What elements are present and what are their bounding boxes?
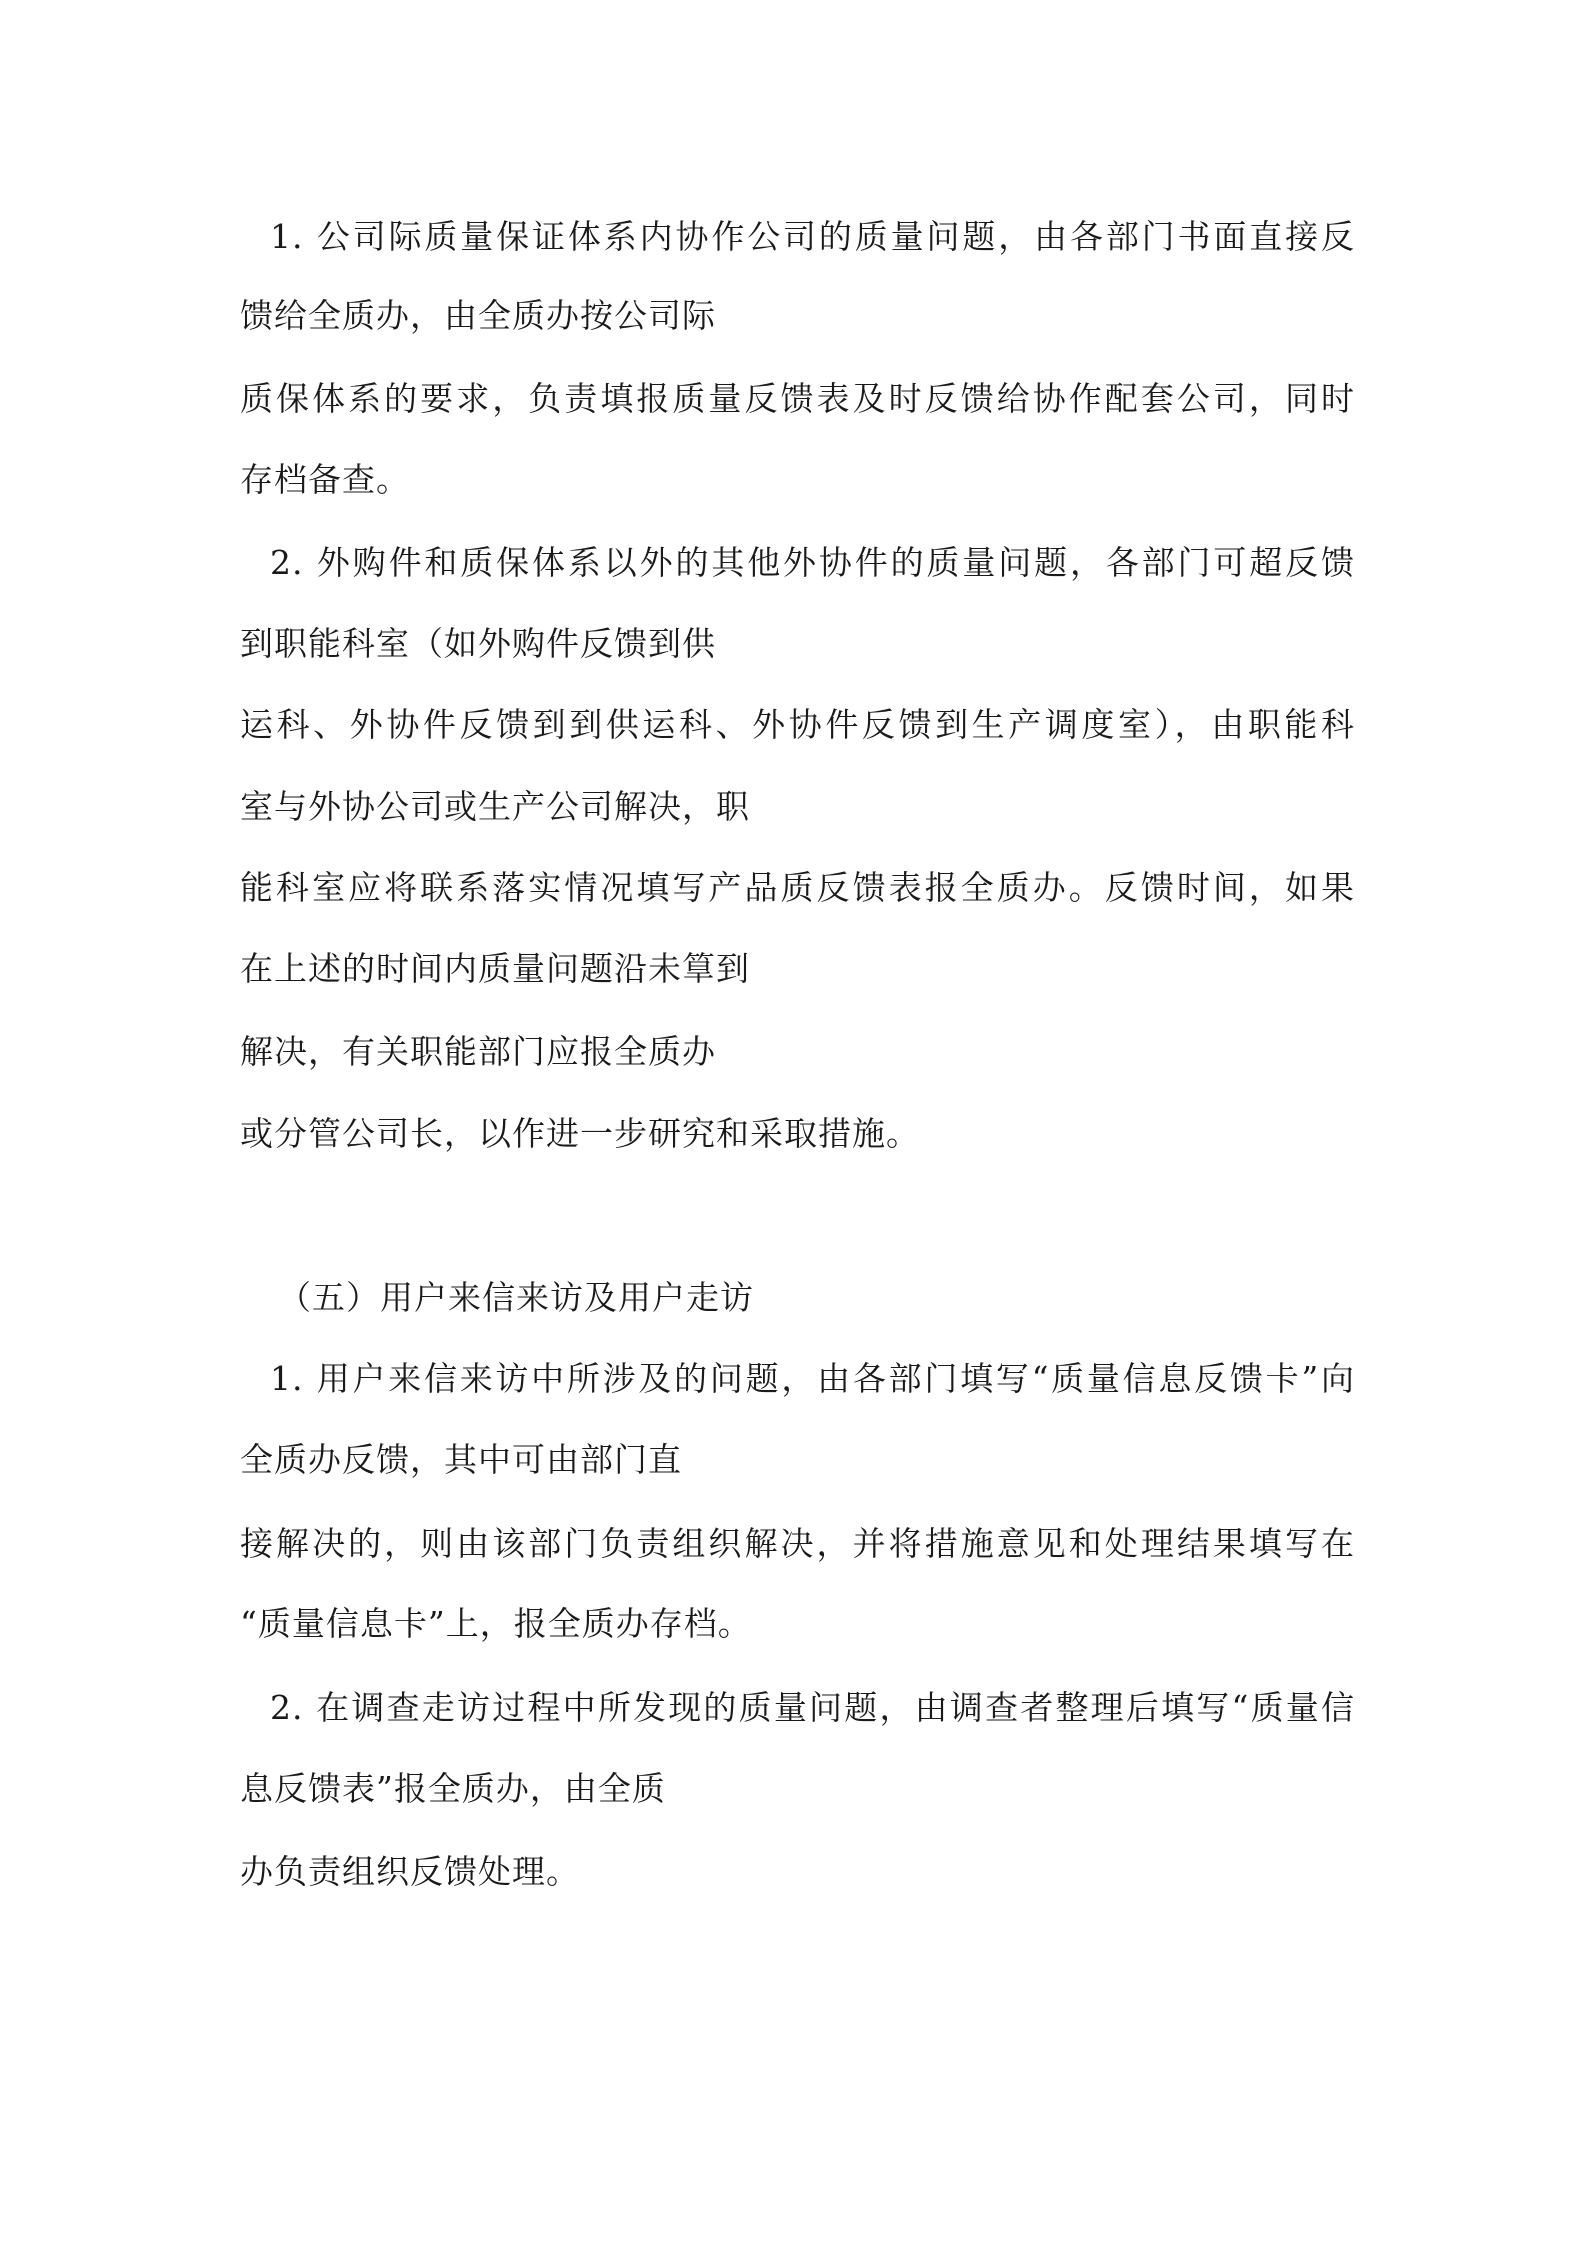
- text-line-3: 质保体系的要求，负责填报质量反馈表及时反馈给协作配套公司，同时: [240, 379, 1355, 418]
- text-line-11: 解决，有关职能部门应报全质办: [240, 1032, 716, 1071]
- text-line-18: 2. 在调查走访过程中所发现的质量问题，由调查者整理后填写“质量信: [270, 1688, 1355, 1727]
- text-line-1: 1. 公司际质量保证体系内协作公司的质量问题，由各部门书面直接反: [270, 217, 1355, 256]
- text-line-10: 在上述的时间内质量问题沿未筸到: [240, 949, 750, 988]
- text-line-15: 全质办反馈，其中可由部门直: [240, 1440, 682, 1479]
- text-line-5: 2. 外购件和质保体系以外的其他外协件的质量问题，各部门可超反馈: [270, 543, 1355, 582]
- text-line-9: 能科室应将联系落实情况填写产品质反馈表报全质办。反馈时间，如果: [240, 868, 1355, 907]
- text-line-2: 馈给全质办，由全质办按公司际: [240, 296, 716, 335]
- text-line-6: 到职能科室（如外购件反馈到供: [240, 624, 716, 663]
- text-line-8: 室与外协公司或生产公司解决，职: [240, 787, 750, 826]
- section-heading: （五）用户来信来访及用户走访: [278, 1278, 754, 1317]
- text-line-16: 接解决的，则由该部门负责组织解决，并将措施意见和处理结果填写在: [240, 1524, 1355, 1563]
- text-line-7: 运科、外协件反馈到到供运科、外协件反馈到生产调度室），由职能科: [240, 705, 1355, 744]
- text-line-20: 办负责组织反馈处理。: [240, 1852, 580, 1891]
- text-line-4: 存档备查。: [240, 460, 410, 499]
- text-line-19: 息反馈表”报全质办，由全质: [240, 1769, 666, 1808]
- text-line-14: 1. 用户来信来访中所涉及的问题，由各部门填写“质量信息反馈卡”向: [270, 1359, 1355, 1398]
- text-line-17: “质量信息卡”上，报全质办存档。: [240, 1604, 752, 1643]
- text-line-12: 或分管公司长，以作进一步研究和采取措施。: [240, 1114, 920, 1153]
